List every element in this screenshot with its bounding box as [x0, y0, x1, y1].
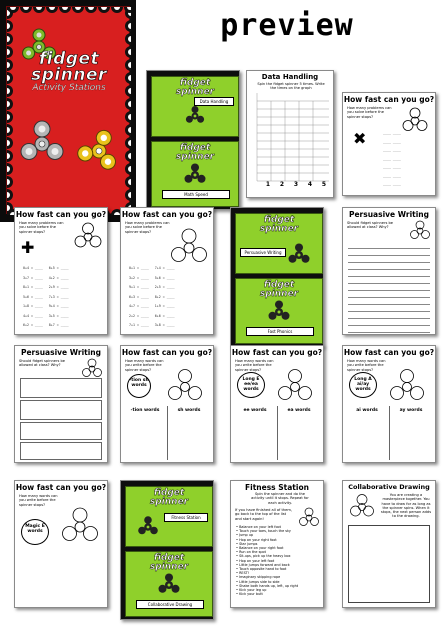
page-question: How many words can you write before the spinner stops? [235, 359, 274, 372]
page-title: Fitness Station [245, 483, 309, 492]
spinner-outline-icon [79, 358, 105, 380]
exercise-item: • Touch opposite hand to foot [236, 567, 287, 572]
cover-panel-top [125, 486, 213, 547]
exercise-item: • REST! [236, 571, 250, 576]
spinner-outline-icon [71, 222, 105, 252]
exercise-item: • Imaginary skipping rope [236, 575, 281, 580]
cover-panel-bottom [235, 278, 323, 344]
column-divider [167, 406, 168, 460]
column-header: ai words [356, 408, 378, 413]
page-note: If you have finished all of them, go back to the top of the list and start again! [235, 508, 292, 521]
page-thumb-how-fast-add[interactable] [14, 207, 108, 335]
exercise-item: • Shake both hands up, left, up right [236, 583, 299, 588]
axis-tick: 3 [293, 181, 299, 188]
page-thumb-tion-sh-words[interactable] [120, 345, 214, 463]
station-label: Fitness Station [164, 513, 208, 522]
exercise-item: • Sit-ups, pick up the heavy box [236, 554, 291, 559]
axis-tick: 5 [321, 181, 327, 188]
cover-panel [6, 6, 130, 214]
exercise-item: • Balance on your right foot [236, 546, 284, 551]
exercise-list [236, 525, 322, 596]
page-thumb-data-handling[interactable] [246, 70, 334, 198]
column-divider [277, 406, 278, 460]
station-label: Math Speed [162, 190, 230, 199]
spinner-icon [266, 299, 292, 325]
column-header: sh words [177, 408, 201, 413]
page-title: How fast can you go? [121, 348, 213, 357]
page-instructions: Spin the spinner and do the activity until it stops. Repeat for each activity. [251, 492, 309, 505]
answer-box [20, 422, 102, 440]
cover-title-line2: spinner [31, 65, 107, 85]
exercise-item: • Balance on your left foot [236, 525, 281, 529]
yellow-spinner-icon [75, 127, 123, 175]
cover-panel-top [235, 213, 323, 274]
page-thumb-collaborative-drawing[interactable] [342, 480, 436, 608]
page-thumb-persuasive-lined[interactable] [342, 207, 436, 335]
drawing-box [348, 525, 430, 603]
cover-panel-bottom [125, 551, 213, 617]
spinner-icon [156, 572, 182, 598]
column-header: ay words [399, 408, 423, 413]
page-thumb-persuasive-boxes[interactable] [14, 345, 108, 463]
answer-box [20, 378, 102, 398]
problem-list: 0+1 = ____ 7+4 = ____ 3+2 = ____ 5+6 = ____ 9+1 = ____ 2+5 = ____ 6+3 = ____ 8+2 = ____ 4+7 = ____ 1+9 = ____ 2+2 = ____ 6+6 = ____ 7+1 = ____ 3+8 = ____ [129, 266, 175, 327]
page-thumb-how-fast-blank[interactable] [120, 207, 214, 335]
page-question: How many words can you write before the spinner stops? [19, 494, 58, 507]
spinner-outline-icon [407, 220, 433, 242]
page-title: Data Handling [261, 73, 319, 81]
page-title: How fast can you go? [15, 483, 107, 492]
cover-title: fidget spinner [175, 78, 215, 97]
graph-x-axis [261, 181, 331, 188]
page-instructions: You are creating a masterpiece together. You have to draw for as long as the spinner spins. When it stops, the next person adds to the drawing. [380, 493, 432, 519]
page-question: How many words can you write before the spinner stops? [347, 359, 386, 372]
preview-heading: preview [220, 8, 354, 43]
word-bubble: Long A ai/ay words [349, 372, 377, 398]
answer-box [20, 442, 102, 460]
spinner-icon [184, 105, 206, 127]
page-thumb-magic-e-words[interactable] [14, 480, 108, 608]
page-title: How fast can you go? [15, 210, 107, 219]
cover-title: fidget spinner [259, 215, 299, 234]
exercise-item: • Little jumps side to side [236, 579, 280, 584]
spinner-outline-icon [55, 505, 105, 549]
exercise-item: • Jump up [236, 533, 254, 538]
column-header: ee words [243, 408, 267, 413]
answer-box [20, 400, 102, 420]
problem-list: ____ ____ ____ ____ ____ ____ ____ ____ ____ ____ ____ ____ ____ ____ [383, 131, 401, 186]
cover-title: fidget spinner [259, 280, 299, 299]
cover-image [0, 0, 136, 222]
cover-title-line1: fidget [38, 49, 100, 69]
axis-tick: 2 [279, 181, 285, 188]
page-title: How fast can you go? [231, 348, 323, 357]
page-question: How many words can you write before the spinner stops? [125, 359, 164, 372]
spinner-icon [286, 242, 312, 268]
spinner-icon [136, 515, 160, 539]
word-bubble: Magic E words [21, 519, 49, 545]
station-label: Data Handling [194, 97, 234, 106]
spinner-outline-icon [161, 368, 209, 406]
gray-spinner-icon [17, 119, 67, 169]
cover-panel-bottom [151, 141, 239, 207]
spinner-icon [182, 162, 208, 188]
cover-title: fidget spinner [149, 488, 189, 507]
exercise-item: • Touch your toes, touch the sky [236, 529, 291, 534]
page-title: Collaborative Drawing [348, 483, 430, 491]
page-thumb-long-e-words[interactable] [230, 345, 324, 463]
spinner-outline-icon [383, 368, 431, 406]
axis-tick: 4 [307, 181, 313, 188]
exercise-item: • Hop on your right foot [236, 537, 277, 542]
operator-times-icon: ✖ [353, 129, 367, 148]
spinner-outline-icon [165, 228, 213, 268]
exercise-item: • Little jumps forward and back [236, 562, 290, 567]
column-header: ea words [287, 408, 311, 413]
page-thumb-how-fast-multiply[interactable] [342, 92, 436, 196]
page-question: Should fidget spinners be allowed at class? Why? [347, 221, 393, 230]
cover-title: fidget spinner [149, 553, 189, 572]
exercise-item: • Kick your leg up [236, 588, 267, 593]
station-label: Fast Phonics [246, 327, 314, 336]
page-question: How many problems can you solve before the spinner stops? [347, 106, 392, 119]
word-bubble: -tion sh words [127, 374, 151, 398]
page-title: How fast can you go? [121, 210, 213, 219]
page-question: How many problems can you solve before the spinner stops? [125, 221, 170, 234]
writing-lines [348, 242, 430, 335]
page-thumb-fitness-station[interactable] [230, 480, 324, 608]
exercise-item: • Kick your butt [236, 592, 263, 597]
page-title: Persuasive Writing [20, 348, 102, 357]
station-label: Persuasive Writing [240, 248, 286, 257]
column-header: -tion words [130, 408, 160, 413]
cover-panel-top [151, 76, 239, 137]
exercise-item: • Star jumps [236, 541, 258, 546]
spinner-outline-icon [347, 493, 377, 521]
exercise-item: • Hop on your left foot [236, 558, 275, 563]
axis-tick: 1 [265, 181, 271, 188]
column-divider [389, 406, 390, 460]
page-thumb-cover-writing[interactable] [230, 207, 324, 347]
page-title: Persuasive Writing [348, 210, 430, 219]
cover-title: fidget spinner [175, 143, 215, 162]
operator-plus-icon: ✚ [21, 238, 35, 257]
spinner-outline-icon [399, 107, 431, 135]
word-bubble: Long E ee/ea words [237, 372, 265, 398]
spinner-outline-icon [271, 368, 319, 406]
station-label: Collaborative Drawing [136, 600, 204, 609]
page-thumb-cover-math[interactable] [146, 70, 240, 210]
page-title: How fast can you go? [343, 348, 435, 357]
page-question: How many problems can you solve before the spinner stops? [19, 221, 64, 234]
page-title: How fast can you go? [343, 95, 435, 104]
bar-graph-grid [253, 93, 329, 195]
page-question: Should fidget spinners be allowed at class? Why? [19, 359, 65, 368]
page-instructions: Spin the fidget spinner 5 times. Write the times on the graph [257, 82, 325, 91]
cover-subtitle: Activity Stations [32, 83, 106, 93]
page-thumb-long-a-words[interactable] [342, 345, 436, 463]
exercise-item: • Run on the spot [236, 550, 266, 555]
problem-list: 0+4 = ____ 6+5 = ____ 3+7 = ____ 4+2 = ____ 8+1 = ____ 2+9 = ____ 5+6 = ____ 7+3 = ____ 1+8 = ____ 9+4 = ____ 4+4 = ____ 3+5 = ____ 6+2 = ____ 8+7 = ____ [23, 266, 69, 327]
page-thumb-cover-fitness[interactable] [120, 480, 214, 620]
